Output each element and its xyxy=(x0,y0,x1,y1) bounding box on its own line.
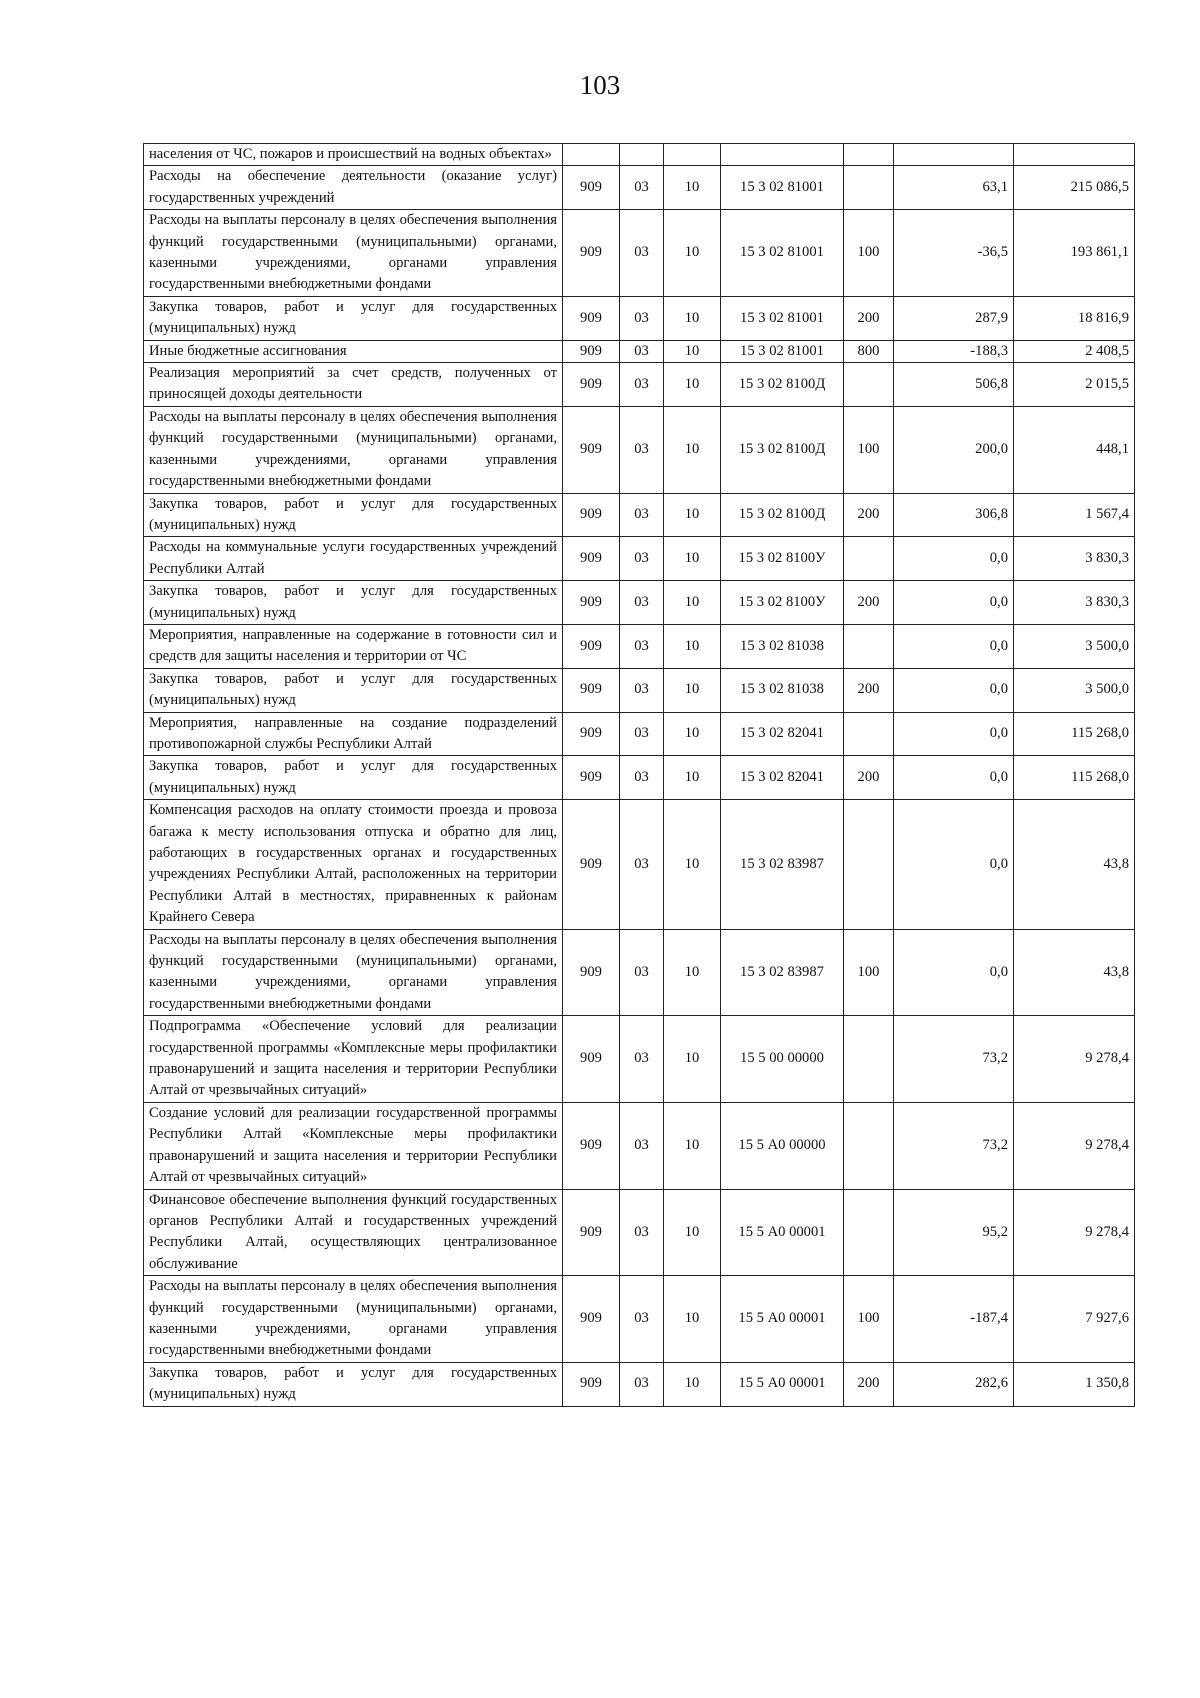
table-row xyxy=(144,1189,1135,1276)
row-target-article-code: 15 3 02 81038 xyxy=(721,668,844,712)
row-expense-type-code xyxy=(844,712,894,756)
row-name: Мероприятия, направленные на создание подразделений противопожарной службы Республики Алтай xyxy=(144,712,563,756)
row-grbs-code: 909 xyxy=(563,1189,620,1276)
row-subsection-code: 10 xyxy=(664,929,721,1016)
row-total-amount: 7 927,6 xyxy=(1014,1276,1135,1363)
row-expense-type-code: 100 xyxy=(844,406,894,493)
row-subsection-code: 10 xyxy=(664,406,721,493)
row-section-code: 03 xyxy=(620,1362,664,1406)
row-section-code: 03 xyxy=(620,296,664,340)
row-name: Компенсация расходов на оплату стоимости проезда и провоза багажа к месту использования отпуска и обратно для лиц, работающих в государственных органах и государственных учреждениях Республики Алтай, расположенных на территории Республики Алтай в местностях, приравненных к районам Крайнего Севера xyxy=(144,800,563,929)
row-total-amount: 9 278,4 xyxy=(1014,1189,1135,1276)
row-total-amount xyxy=(1014,144,1135,166)
table-row xyxy=(144,1362,1135,1406)
row-change-amount: 200,0 xyxy=(894,406,1014,493)
row-expense-type-code xyxy=(844,1102,894,1189)
row-subsection-code: 10 xyxy=(664,493,721,537)
row-name: Расходы на выплаты персоналу в целях обеспечения выполнения функций государственными (муниципальными) органами, казенными учреждениями, органами управления государственными внебюджетными фондами xyxy=(144,406,563,493)
row-change-amount: 0,0 xyxy=(894,712,1014,756)
row-name: Закупка товаров, работ и услуг для государственных (муниципальных) нужд xyxy=(144,1362,563,1406)
row-change-amount: -188,3 xyxy=(894,340,1014,362)
row-expense-type-code: 100 xyxy=(844,1276,894,1363)
row-subsection-code: 10 xyxy=(664,363,721,407)
row-grbs-code: 909 xyxy=(563,929,620,1016)
row-expense-type-code: 200 xyxy=(844,1362,894,1406)
row-grbs-code: 909 xyxy=(563,1362,620,1406)
row-section-code: 03 xyxy=(620,1102,664,1189)
row-expense-type-code xyxy=(844,624,894,668)
row-name: Закупка товаров, работ и услуг для государственных (муниципальных) нужд xyxy=(144,668,563,712)
row-subsection-code: 10 xyxy=(664,340,721,362)
budget-table-body xyxy=(144,144,1135,1407)
row-target-article-code: 15 3 02 83987 xyxy=(721,929,844,1016)
row-subsection-code: 10 xyxy=(664,1362,721,1406)
row-expense-type-code: 100 xyxy=(844,929,894,1016)
row-change-amount: 506,8 xyxy=(894,363,1014,407)
row-change-amount xyxy=(894,144,1014,166)
row-section-code: 03 xyxy=(620,363,664,407)
table-row xyxy=(144,296,1135,340)
row-grbs-code: 909 xyxy=(563,296,620,340)
table-row xyxy=(144,210,1135,297)
row-subsection-code: 10 xyxy=(664,1102,721,1189)
row-target-article-code: 15 3 02 82041 xyxy=(721,756,844,800)
row-subsection-code: 10 xyxy=(664,1016,721,1103)
table-row xyxy=(144,493,1135,537)
row-name: Расходы на коммунальные услуги государственных учреждений Республики Алтай xyxy=(144,537,563,581)
row-target-article-code: 15 3 02 82041 xyxy=(721,712,844,756)
row-grbs-code: 909 xyxy=(563,537,620,581)
row-change-amount: 0,0 xyxy=(894,668,1014,712)
row-expense-type-code xyxy=(844,363,894,407)
row-change-amount: 0,0 xyxy=(894,624,1014,668)
row-expense-type-code xyxy=(844,144,894,166)
row-section-code xyxy=(620,144,664,166)
row-name: Создание условий для реализации государственной программы Республики Алтай «Комплексные меры профилактики правонарушений и защита населения и территории Республики Алтай от чрезвычайных ситуаций» xyxy=(144,1102,563,1189)
row-expense-type-code: 200 xyxy=(844,493,894,537)
table-row xyxy=(144,406,1135,493)
row-target-article-code: 15 5 А0 00001 xyxy=(721,1276,844,1363)
row-total-amount: 9 278,4 xyxy=(1014,1016,1135,1103)
row-grbs-code: 909 xyxy=(563,1102,620,1189)
row-change-amount: 63,1 xyxy=(894,166,1014,210)
row-change-amount: 0,0 xyxy=(894,800,1014,929)
row-expense-type-code: 200 xyxy=(844,668,894,712)
row-expense-type-code: 100 xyxy=(844,210,894,297)
row-section-code: 03 xyxy=(620,1276,664,1363)
table-row xyxy=(144,800,1135,929)
row-subsection-code: 10 xyxy=(664,624,721,668)
table-row xyxy=(144,1276,1135,1363)
row-change-amount: 0,0 xyxy=(894,756,1014,800)
row-change-amount: 73,2 xyxy=(894,1102,1014,1189)
row-total-amount: 3 830,3 xyxy=(1014,537,1135,581)
row-total-amount: 2 015,5 xyxy=(1014,363,1135,407)
row-subsection-code: 10 xyxy=(664,296,721,340)
row-total-amount: 2 408,5 xyxy=(1014,340,1135,362)
row-grbs-code: 909 xyxy=(563,756,620,800)
row-target-article-code: 15 5 А0 00001 xyxy=(721,1362,844,1406)
row-subsection-code: 10 xyxy=(664,1189,721,1276)
row-name: населения от ЧС, пожаров и происшествий на водных объектах» xyxy=(144,144,563,166)
row-change-amount: 287,9 xyxy=(894,296,1014,340)
row-subsection-code: 10 xyxy=(664,210,721,297)
row-target-article-code: 15 3 02 81001 xyxy=(721,340,844,362)
row-name: Расходы на выплаты персоналу в целях обеспечения выполнения функций государственными (муниципальными) органами, казенными учреждениями, органами управления государственными внебюджетными фондами xyxy=(144,210,563,297)
row-target-article-code xyxy=(721,144,844,166)
row-section-code: 03 xyxy=(620,800,664,929)
row-name: Финансовое обеспечение выполнения функций государственных органов Республики Алтай и государственных учреждений Республики Алтай, осуществляющих централизованное обслуживание xyxy=(144,1189,563,1276)
row-target-article-code: 15 3 02 83987 xyxy=(721,800,844,929)
row-target-article-code: 15 3 02 8100Д xyxy=(721,406,844,493)
row-subsection-code: 10 xyxy=(664,166,721,210)
row-subsection-code: 10 xyxy=(664,668,721,712)
table-row xyxy=(144,581,1135,625)
row-name: Подпрограмма «Обеспечение условий для реализации государственной программы «Комплексные меры профилактики правонарушений и защита населения и территории Республики Алтай от чрезвычайных ситуаций» xyxy=(144,1016,563,1103)
row-grbs-code xyxy=(563,144,620,166)
row-subsection-code: 10 xyxy=(664,712,721,756)
row-change-amount: -187,4 xyxy=(894,1276,1014,1363)
table-row xyxy=(144,363,1135,407)
row-section-code: 03 xyxy=(620,712,664,756)
row-name: Закупка товаров, работ и услуг для государственных (муниципальных) нужд xyxy=(144,493,563,537)
row-total-amount: 3 500,0 xyxy=(1014,624,1135,668)
table-row xyxy=(144,1102,1135,1189)
row-grbs-code: 909 xyxy=(563,166,620,210)
row-section-code: 03 xyxy=(620,537,664,581)
row-expense-type-code: 800 xyxy=(844,340,894,362)
row-change-amount: 0,0 xyxy=(894,537,1014,581)
table-row xyxy=(144,624,1135,668)
row-target-article-code: 15 5 А0 00001 xyxy=(721,1189,844,1276)
row-grbs-code: 909 xyxy=(563,406,620,493)
row-change-amount: -36,5 xyxy=(894,210,1014,297)
row-section-code: 03 xyxy=(620,581,664,625)
row-name: Реализация мероприятий за счет средств, полученных от приносящей доходы деятельности xyxy=(144,363,563,407)
table-row xyxy=(144,712,1135,756)
row-target-article-code: 15 3 02 81038 xyxy=(721,624,844,668)
row-name: Закупка товаров, работ и услуг для государственных (муниципальных) нужд xyxy=(144,581,563,625)
row-total-amount: 1 350,8 xyxy=(1014,1362,1135,1406)
row-section-code: 03 xyxy=(620,1189,664,1276)
row-grbs-code: 909 xyxy=(563,800,620,929)
table-row xyxy=(144,537,1135,581)
row-change-amount: 0,0 xyxy=(894,929,1014,1016)
row-total-amount: 115 268,0 xyxy=(1014,712,1135,756)
row-subsection-code: 10 xyxy=(664,800,721,929)
row-expense-type-code xyxy=(844,1189,894,1276)
row-grbs-code: 909 xyxy=(563,363,620,407)
row-section-code: 03 xyxy=(620,493,664,537)
row-subsection-code: 10 xyxy=(664,1276,721,1363)
row-total-amount: 3 500,0 xyxy=(1014,668,1135,712)
row-target-article-code: 15 3 02 8100У xyxy=(721,581,844,625)
table-row xyxy=(144,756,1135,800)
row-section-code: 03 xyxy=(620,210,664,297)
row-section-code: 03 xyxy=(620,756,664,800)
row-name: Иные бюджетные ассигнования xyxy=(144,340,563,362)
table-row xyxy=(144,166,1135,210)
row-target-article-code: 15 3 02 8100Д xyxy=(721,363,844,407)
row-target-article-code: 15 3 02 8100У xyxy=(721,537,844,581)
row-change-amount: 73,2 xyxy=(894,1016,1014,1103)
row-section-code: 03 xyxy=(620,1016,664,1103)
row-total-amount: 115 268,0 xyxy=(1014,756,1135,800)
row-total-amount: 43,8 xyxy=(1014,929,1135,1016)
row-subsection-code xyxy=(664,144,721,166)
row-section-code: 03 xyxy=(620,668,664,712)
row-change-amount: 282,6 xyxy=(894,1362,1014,1406)
row-total-amount: 43,8 xyxy=(1014,800,1135,929)
row-name: Расходы на обеспечение деятельности (оказание услуг) государственных учреждений xyxy=(144,166,563,210)
table-row xyxy=(144,340,1135,362)
table-row xyxy=(144,1016,1135,1103)
row-section-code: 03 xyxy=(620,340,664,362)
row-target-article-code: 15 5 А0 00000 xyxy=(721,1102,844,1189)
table-row xyxy=(144,144,1135,166)
row-grbs-code: 909 xyxy=(563,493,620,537)
row-section-code: 03 xyxy=(620,929,664,1016)
row-grbs-code: 909 xyxy=(563,624,620,668)
row-target-article-code: 15 3 02 8100Д xyxy=(721,493,844,537)
row-expense-type-code: 200 xyxy=(844,756,894,800)
page-number: 103 xyxy=(579,70,621,100)
row-change-amount: 95,2 xyxy=(894,1189,1014,1276)
row-grbs-code: 909 xyxy=(563,712,620,756)
row-grbs-code: 909 xyxy=(563,581,620,625)
row-subsection-code: 10 xyxy=(664,756,721,800)
row-grbs-code: 909 xyxy=(563,1276,620,1363)
row-target-article-code: 15 3 02 81001 xyxy=(721,296,844,340)
row-section-code: 03 xyxy=(620,624,664,668)
row-total-amount: 9 278,4 xyxy=(1014,1102,1135,1189)
row-change-amount: 0,0 xyxy=(894,581,1014,625)
row-total-amount: 1 567,4 xyxy=(1014,493,1135,537)
row-expense-type-code xyxy=(844,800,894,929)
row-expense-type-code xyxy=(844,166,894,210)
row-expense-type-code xyxy=(844,537,894,581)
row-expense-type-code: 200 xyxy=(844,296,894,340)
row-grbs-code: 909 xyxy=(563,668,620,712)
row-total-amount: 448,1 xyxy=(1014,406,1135,493)
row-section-code: 03 xyxy=(620,406,664,493)
row-grbs-code: 909 xyxy=(563,340,620,362)
row-total-amount: 215 086,5 xyxy=(1014,166,1135,210)
table-row xyxy=(144,929,1135,1016)
row-change-amount: 306,8 xyxy=(894,493,1014,537)
budget-table xyxy=(143,143,1135,1407)
row-expense-type-code xyxy=(844,1016,894,1103)
row-name: Закупка товаров, работ и услуг для государственных (муниципальных) нужд xyxy=(144,296,563,340)
row-target-article-code: 15 3 02 81001 xyxy=(721,166,844,210)
row-grbs-code: 909 xyxy=(563,1016,620,1103)
row-expense-type-code: 200 xyxy=(844,581,894,625)
row-total-amount: 3 830,3 xyxy=(1014,581,1135,625)
table-row xyxy=(144,668,1135,712)
row-name: Расходы на выплаты персоналу в целях обеспечения выполнения функций государственными (муниципальными) органами, казенными учреждениями, органами управления государственными внебюджетными фондами xyxy=(144,929,563,1016)
row-section-code: 03 xyxy=(620,166,664,210)
row-subsection-code: 10 xyxy=(664,537,721,581)
row-target-article-code: 15 5 00 00000 xyxy=(721,1016,844,1103)
row-grbs-code: 909 xyxy=(563,210,620,297)
row-total-amount: 193 861,1 xyxy=(1014,210,1135,297)
row-subsection-code: 10 xyxy=(664,581,721,625)
row-total-amount: 18 816,9 xyxy=(1014,296,1135,340)
row-name: Мероприятия, направленные на содержание в готовности сил и средств для защиты населения и территории от ЧС xyxy=(144,624,563,668)
row-target-article-code: 15 3 02 81001 xyxy=(721,210,844,297)
row-name: Закупка товаров, работ и услуг для государственных (муниципальных) нужд xyxy=(144,756,563,800)
row-name: Расходы на выплаты персоналу в целях обеспечения выполнения функций государственными (муниципальными) органами, казенными учреждениями, органами управления государственными внебюджетными фондами xyxy=(144,1276,563,1363)
